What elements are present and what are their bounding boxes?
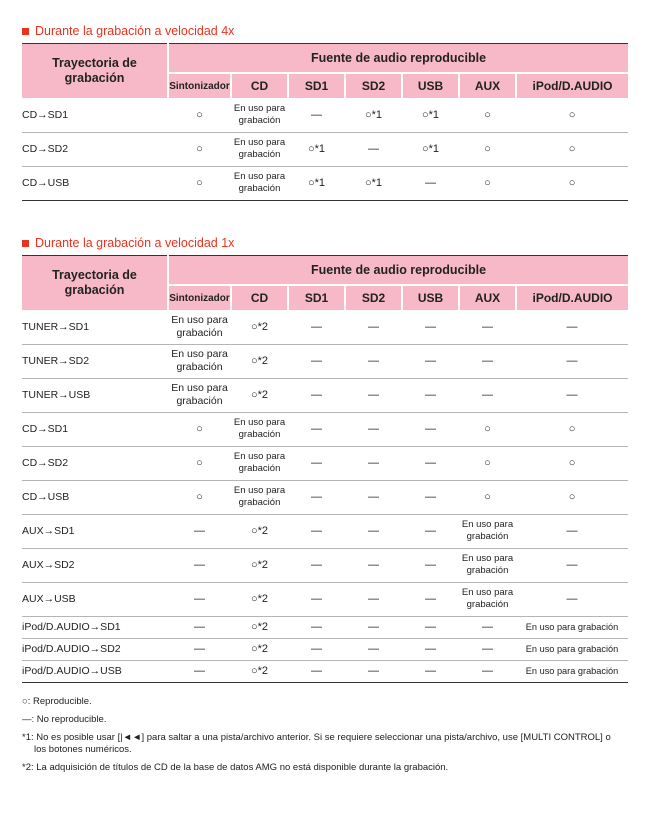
table-row xyxy=(22,480,628,514)
table-row xyxy=(22,582,628,616)
status-cell: — xyxy=(345,446,402,480)
status-cell: ○ xyxy=(516,412,628,446)
status-cell: — xyxy=(345,310,402,344)
status-cell: — xyxy=(402,616,459,638)
status-cell: ○ xyxy=(516,132,628,166)
status-cell: — xyxy=(516,344,628,378)
column-header: Sintonizador xyxy=(168,73,231,98)
status-cell: — xyxy=(459,310,516,344)
route-cell: iPod/D.AUDIO→SD1 xyxy=(22,616,168,638)
recording-table-1x xyxy=(22,255,628,683)
status-cell: — xyxy=(168,582,231,616)
status-cell: ○ xyxy=(459,480,516,514)
status-cell: — xyxy=(288,616,345,638)
status-cell: En uso para grabación xyxy=(516,638,628,660)
column-header: AUX xyxy=(459,285,516,310)
column-header: CD xyxy=(231,73,288,98)
status-cell: En uso para grabación xyxy=(459,514,516,548)
status-cell: ○ xyxy=(516,98,628,132)
status-cell: ○ xyxy=(459,98,516,132)
status-cell: — xyxy=(459,378,516,412)
status-cell: ○ xyxy=(168,98,231,132)
red-square-icon xyxy=(22,28,29,35)
status-cell: ○*2 xyxy=(231,582,288,616)
status-cell: — xyxy=(168,616,231,638)
column-header: USB xyxy=(402,73,459,98)
route-cell: CD→SD1 xyxy=(22,412,168,446)
status-cell: — xyxy=(516,514,628,548)
status-cell: — xyxy=(288,480,345,514)
note-no-reproducible: —: No reproducible. xyxy=(22,714,107,725)
status-cell: — xyxy=(288,344,345,378)
status-cell: En uso para grabación xyxy=(231,132,288,166)
route-cell: iPod/D.AUDIO→SD2 xyxy=(22,638,168,660)
source-header: Fuente de audio reproducible xyxy=(168,256,628,286)
status-cell: — xyxy=(345,412,402,446)
status-cell: En uso para grabación xyxy=(168,378,231,412)
status-cell: — xyxy=(345,344,402,378)
table-row xyxy=(22,514,628,548)
section-heading-4x xyxy=(22,24,234,38)
status-cell: En uso para grabación xyxy=(516,660,628,682)
status-cell: En uso para grabación xyxy=(231,480,288,514)
route-cell: CD→USB xyxy=(22,480,168,514)
status-cell: En uso para grabación xyxy=(168,344,231,378)
status-cell: En uso para grabación xyxy=(231,446,288,480)
route-cell: CD→SD2 xyxy=(22,446,168,480)
status-cell: — xyxy=(516,310,628,344)
source-header: Fuente de audio reproducible xyxy=(168,44,628,74)
status-cell: — xyxy=(288,310,345,344)
status-cell: — xyxy=(288,412,345,446)
status-cell: — xyxy=(402,480,459,514)
table-row xyxy=(22,638,628,660)
recording-table-4x xyxy=(22,43,628,201)
table-row xyxy=(22,378,628,412)
column-header: CD xyxy=(231,285,288,310)
status-cell: ○ xyxy=(516,166,628,200)
table-row xyxy=(22,344,628,378)
status-cell: — xyxy=(516,548,628,582)
table-row xyxy=(22,412,628,446)
note-reproducible: ○: Reproducible. xyxy=(22,696,92,707)
status-cell: En uso para grabación xyxy=(231,412,288,446)
note-2: *2: La adquisición de títulos de CD de la base de datos AMG no está disponible durante la grabación. xyxy=(22,762,449,773)
status-cell: ○*1 xyxy=(345,166,402,200)
status-cell: — xyxy=(168,514,231,548)
table-row xyxy=(22,616,628,638)
status-cell: — xyxy=(459,660,516,682)
status-cell: — xyxy=(402,548,459,582)
status-cell: ○*2 xyxy=(231,378,288,412)
status-cell: — xyxy=(345,660,402,682)
status-cell: — xyxy=(168,660,231,682)
column-header: Sintonizador xyxy=(168,285,231,310)
status-cell: ○*2 xyxy=(231,344,288,378)
status-cell: En uso para grabación xyxy=(168,310,231,344)
status-cell: — xyxy=(402,412,459,446)
route-cell: AUX→SD1 xyxy=(22,514,168,548)
status-cell: — xyxy=(345,378,402,412)
status-cell: — xyxy=(345,548,402,582)
route-cell: TUNER→SD2 xyxy=(22,344,168,378)
status-cell: ○*1 xyxy=(288,166,345,200)
route-cell: CD→SD2 xyxy=(22,132,168,166)
status-cell: — xyxy=(345,514,402,548)
status-cell: ○ xyxy=(516,480,628,514)
status-cell: — xyxy=(168,638,231,660)
status-cell: — xyxy=(168,548,231,582)
column-header: iPod/D.AUDIO xyxy=(516,73,628,98)
status-cell: ○ xyxy=(168,480,231,514)
table-row xyxy=(22,166,628,200)
status-cell: — xyxy=(288,446,345,480)
status-cell: ○*1 xyxy=(288,132,345,166)
path-header: Trayectoria de grabación xyxy=(22,256,168,311)
route-cell: TUNER→SD1 xyxy=(22,310,168,344)
column-header: SD2 xyxy=(345,73,402,98)
status-cell: — xyxy=(402,514,459,548)
status-cell: — xyxy=(288,98,345,132)
section-heading-1x xyxy=(22,236,234,250)
status-cell: En uso para grabación xyxy=(231,98,288,132)
route-cell: AUX→SD2 xyxy=(22,548,168,582)
status-cell: — xyxy=(459,638,516,660)
status-cell: — xyxy=(288,548,345,582)
status-cell: — xyxy=(459,616,516,638)
status-cell: — xyxy=(288,514,345,548)
status-cell: — xyxy=(345,582,402,616)
section-heading-1x-text: Durante la grabación a velocidad 1x xyxy=(35,236,235,250)
status-cell: — xyxy=(402,446,459,480)
status-cell: — xyxy=(459,344,516,378)
route-cell: CD→SD1 xyxy=(22,98,168,132)
status-cell: En uso para grabación xyxy=(459,548,516,582)
table-row xyxy=(22,310,628,344)
status-cell: — xyxy=(516,378,628,412)
column-header: iPod/D.AUDIO xyxy=(516,285,628,310)
status-cell: — xyxy=(402,310,459,344)
table-row xyxy=(22,660,628,682)
status-cell: — xyxy=(402,344,459,378)
table-row xyxy=(22,132,628,166)
status-cell: ○*2 xyxy=(231,514,288,548)
status-cell: ○*1 xyxy=(402,132,459,166)
status-cell: ○ xyxy=(168,132,231,166)
column-header: USB xyxy=(402,285,459,310)
column-header: SD2 xyxy=(345,285,402,310)
status-cell: ○ xyxy=(168,446,231,480)
status-cell: — xyxy=(516,582,628,616)
status-cell: ○*2 xyxy=(231,638,288,660)
table-row xyxy=(22,98,628,132)
status-cell: ○*2 xyxy=(231,310,288,344)
notes xyxy=(22,696,622,774)
status-cell: — xyxy=(288,582,345,616)
status-cell: ○ xyxy=(168,166,231,200)
section-heading-4x-text: Durante la grabación a velocidad 4x xyxy=(35,24,235,38)
status-cell: ○*2 xyxy=(231,660,288,682)
status-cell: — xyxy=(345,480,402,514)
status-cell: ○*1 xyxy=(345,98,402,132)
route-cell: AUX→USB xyxy=(22,582,168,616)
status-cell: ○*2 xyxy=(231,616,288,638)
column-header: AUX xyxy=(459,73,516,98)
status-cell: En uso para grabación xyxy=(516,616,628,638)
status-cell: — xyxy=(345,616,402,638)
status-cell: ○ xyxy=(459,166,516,200)
status-cell: ○*1 xyxy=(402,98,459,132)
column-header: SD1 xyxy=(288,73,345,98)
route-cell: TUNER→USB xyxy=(22,378,168,412)
table-row xyxy=(22,446,628,480)
route-cell: iPod/D.AUDIO→USB xyxy=(22,660,168,682)
status-cell: ○ xyxy=(168,412,231,446)
status-cell: — xyxy=(288,378,345,412)
status-cell: ○ xyxy=(459,446,516,480)
status-cell: — xyxy=(345,132,402,166)
status-cell: — xyxy=(402,638,459,660)
status-cell: — xyxy=(402,378,459,412)
status-cell: — xyxy=(288,660,345,682)
path-header: Trayectoria de grabación xyxy=(22,44,168,99)
status-cell: En uso para grabación xyxy=(459,582,516,616)
status-cell: ○ xyxy=(516,446,628,480)
status-cell: ○*2 xyxy=(231,548,288,582)
column-header: SD1 xyxy=(288,285,345,310)
status-cell: ○ xyxy=(459,412,516,446)
status-cell: En uso para grabación xyxy=(231,166,288,200)
red-square-icon xyxy=(22,240,29,247)
status-cell: — xyxy=(402,582,459,616)
status-cell: — xyxy=(402,166,459,200)
status-cell: — xyxy=(288,638,345,660)
status-cell: ○ xyxy=(459,132,516,166)
status-cell: — xyxy=(345,638,402,660)
status-cell: — xyxy=(402,660,459,682)
table-row xyxy=(22,548,628,582)
note-1: *1: No es posible usar [|◄◄] para saltar a una pista/archivo anterior. Si se requiere seleccionar una pista/archivo, use [MULTI CONTROL] o los botones numéricos. xyxy=(22,732,611,755)
route-cell: CD→USB xyxy=(22,166,168,200)
